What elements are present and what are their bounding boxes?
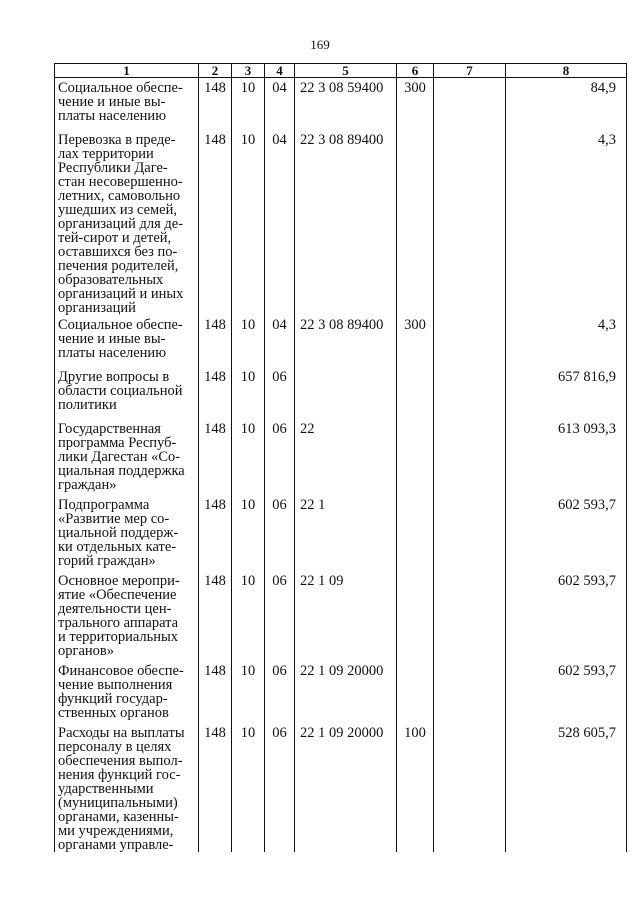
column-header-7: 7 xyxy=(434,64,506,78)
cell-col-3: 10 xyxy=(232,571,265,661)
table-row xyxy=(55,130,627,315)
cell-col-3: 10 xyxy=(232,495,265,571)
cell-col-4: 06 xyxy=(265,495,295,571)
cell-col-7 xyxy=(434,315,506,367)
cell-col-3: 10 xyxy=(232,130,265,315)
row-name: Социальное обеспе- чение и иные вы- платы населению xyxy=(55,78,199,130)
cell-col-2: 148 xyxy=(199,571,232,661)
cell-col-5: 22 3 08 89400 xyxy=(295,315,397,367)
cell-col-8: 657 816,9 xyxy=(506,367,627,419)
cell-col-6 xyxy=(397,571,434,661)
column-header-1: 1 xyxy=(55,64,199,78)
table-row xyxy=(55,419,627,495)
cell-col-8: 602 593,7 xyxy=(506,661,627,723)
table-row xyxy=(55,315,627,367)
cell-col-5: 22 3 08 59400 xyxy=(295,78,397,130)
table-body xyxy=(55,78,627,852)
header-row xyxy=(55,64,627,78)
cell-col-8: 602 593,7 xyxy=(506,495,627,571)
cell-col-6: 300 xyxy=(397,315,434,367)
cell-col-8: 602 593,7 xyxy=(506,571,627,661)
cell-col-2: 148 xyxy=(199,78,232,130)
cell-col-6: 300 xyxy=(397,78,434,130)
cell-col-4: 06 xyxy=(265,367,295,419)
cell-col-5: 22 1 09 20000 xyxy=(295,723,397,852)
cell-col-4: 06 xyxy=(265,419,295,495)
cell-col-7 xyxy=(434,723,506,852)
column-header-6: 6 xyxy=(397,64,434,78)
cell-col-7 xyxy=(434,571,506,661)
cell-col-8: 4,3 xyxy=(506,315,627,367)
cell-col-4: 06 xyxy=(265,723,295,852)
row-name: Основное меропри- ятие «Обеспечение деятельности цен- трального аппарата и территориальных органов» xyxy=(55,571,199,661)
row-name: Государственная программа Респуб- лики Дагестан «Со- циальная поддержка граждан» xyxy=(55,419,199,495)
cell-col-4: 06 xyxy=(265,571,295,661)
cell-col-2: 148 xyxy=(199,315,232,367)
cell-col-5: 22 xyxy=(295,419,397,495)
cell-col-2: 148 xyxy=(199,130,232,315)
cell-col-6 xyxy=(397,367,434,419)
cell-col-5: 22 1 09 20000 xyxy=(295,661,397,723)
cell-col-7 xyxy=(434,419,506,495)
cell-col-3: 10 xyxy=(232,367,265,419)
row-name: Перевозка в преде- лах территории Республики Даге- стан несовершенно- летних, самовольно ушедших из семей, организаций для де- тей-сирот и детей, оставшихся без по- печения родителей, образовательных организаций и иных организаций xyxy=(55,130,199,315)
row-name: Социальное обеспе- чение и иные вы- платы населению xyxy=(55,315,199,367)
cell-col-8: 84,9 xyxy=(506,78,627,130)
cell-col-6 xyxy=(397,495,434,571)
budget-table xyxy=(54,63,627,852)
cell-col-2: 148 xyxy=(199,723,232,852)
cell-col-8: 4,3 xyxy=(506,130,627,315)
cell-col-3: 10 xyxy=(232,78,265,130)
row-name: Подпрограмма «Развитие мер со- циальной поддерж- ки отдельных кате- горий граждан» xyxy=(55,495,199,571)
cell-col-6 xyxy=(397,661,434,723)
column-header-5: 5 xyxy=(295,64,397,78)
cell-col-7 xyxy=(434,78,506,130)
cell-col-4: 04 xyxy=(265,78,295,130)
cell-col-3: 10 xyxy=(232,315,265,367)
cell-col-3: 10 xyxy=(232,661,265,723)
cell-col-2: 148 xyxy=(199,419,232,495)
column-header-3: 3 xyxy=(232,64,265,78)
table-row xyxy=(55,723,627,852)
cell-col-8: 613 093,3 xyxy=(506,419,627,495)
table-row xyxy=(55,661,627,723)
cell-col-4: 06 xyxy=(265,661,295,723)
cell-col-4: 04 xyxy=(265,315,295,367)
cell-col-6 xyxy=(397,130,434,315)
cell-col-5: 22 3 08 89400 xyxy=(295,130,397,315)
table-row xyxy=(55,495,627,571)
cell-col-2: 148 xyxy=(199,495,232,571)
cell-col-8: 528 605,7 xyxy=(506,723,627,852)
cell-col-5 xyxy=(295,367,397,419)
cell-col-5: 22 1 09 xyxy=(295,571,397,661)
row-name: Финансовое обеспе- чение выполнения функций государ- ственных органов xyxy=(55,661,199,723)
cell-col-2: 148 xyxy=(199,367,232,419)
table-row xyxy=(55,78,627,130)
page-number: 169 xyxy=(310,37,330,52)
row-name: Расходы на выплаты персоналу в целях обеспечения выпол- нения функций гос- ударственными (муниципальными) органами, казенны- ми учреждениями, органами управле- xyxy=(55,723,199,852)
table-row xyxy=(55,571,627,661)
cell-col-5: 22 1 xyxy=(295,495,397,571)
cell-col-7 xyxy=(434,367,506,419)
cell-col-6: 100 xyxy=(397,723,434,852)
column-header-2: 2 xyxy=(199,64,232,78)
column-header-8: 8 xyxy=(506,64,627,78)
table-row xyxy=(55,367,627,419)
row-name: Другие вопросы в области социальной политики xyxy=(55,367,199,419)
cell-col-7 xyxy=(434,130,506,315)
cell-col-3: 10 xyxy=(232,419,265,495)
cell-col-3: 10 xyxy=(232,723,265,852)
cell-col-7 xyxy=(434,661,506,723)
cell-col-4: 04 xyxy=(265,130,295,315)
cell-col-6 xyxy=(397,419,434,495)
column-header-4: 4 xyxy=(265,64,295,78)
cell-col-7 xyxy=(434,495,506,571)
cell-col-2: 148 xyxy=(199,661,232,723)
